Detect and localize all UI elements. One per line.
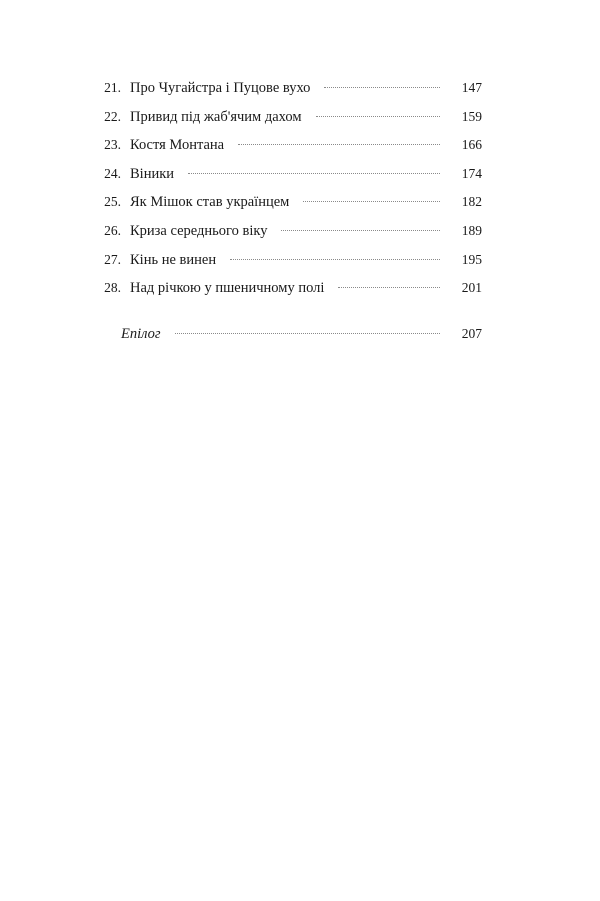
toc-entry-28[interactable] bbox=[96, 278, 482, 307]
toc-entry-number: 27. bbox=[104, 251, 121, 267]
toc-entry-page: 182 bbox=[461, 194, 482, 210]
toc-entry-title: Кінь не винен bbox=[130, 251, 217, 268]
toc-entry-22[interactable] bbox=[96, 107, 482, 136]
toc-entry-title: Над річкою у пшеничному полі bbox=[130, 280, 325, 297]
toc-entry-page: 174 bbox=[461, 165, 482, 181]
table-of-contents bbox=[96, 78, 482, 352]
toc-entry-26[interactable] bbox=[96, 221, 482, 250]
toc-entry-21[interactable] bbox=[96, 78, 482, 107]
toc-entry-27[interactable] bbox=[96, 250, 482, 279]
toc-entry-25[interactable] bbox=[96, 192, 482, 221]
toc-entry-title: Віники bbox=[130, 165, 175, 182]
toc-dot-leader bbox=[230, 259, 440, 260]
toc-entry-number: 25. bbox=[104, 194, 121, 210]
toc-dot-leader bbox=[281, 230, 440, 231]
toc-entry-number: 23. bbox=[104, 137, 121, 153]
toc-dot-leader bbox=[324, 87, 440, 88]
toc-entry-page: 147 bbox=[461, 80, 482, 95]
toc-entry-page: 201 bbox=[461, 280, 482, 296]
toc-dot-leader bbox=[188, 173, 440, 174]
toc-entry-title: Епілог bbox=[121, 325, 161, 342]
toc-entry-title: Як Мішок став українцем bbox=[130, 194, 290, 211]
toc-entry-page: 207 bbox=[461, 325, 482, 341]
toc-entry-number: 24. bbox=[104, 165, 121, 181]
toc-dot-leader bbox=[175, 333, 440, 334]
toc-entry-24[interactable] bbox=[96, 164, 482, 193]
toc-entry-epilogue[interactable] bbox=[96, 324, 482, 353]
toc-entry-title: Привид під жаб'ячим дахом bbox=[130, 108, 302, 125]
toc-entry-number: 26. bbox=[104, 222, 121, 238]
toc-entry-title: Криза середнього віку bbox=[130, 222, 268, 239]
toc-entry-page: 166 bbox=[461, 137, 482, 153]
toc-entry-number: 28. bbox=[104, 280, 121, 296]
toc-entry-title: Про Чугайстра і Пуцове вухо bbox=[130, 80, 311, 96]
toc-dot-leader bbox=[338, 287, 440, 288]
toc-entry-title: Костя Монтана bbox=[130, 137, 225, 154]
toc-entry-page: 195 bbox=[461, 251, 482, 267]
toc-entry-23[interactable] bbox=[96, 135, 482, 164]
toc-entry-number: 22. bbox=[104, 108, 121, 124]
toc-dot-leader bbox=[238, 144, 440, 145]
toc-dot-leader bbox=[316, 116, 440, 117]
toc-dot-leader bbox=[303, 201, 440, 202]
toc-entry-number: 21. bbox=[104, 80, 121, 95]
toc-entry-page: 189 bbox=[461, 222, 482, 238]
toc-entry-page: 159 bbox=[461, 108, 482, 124]
